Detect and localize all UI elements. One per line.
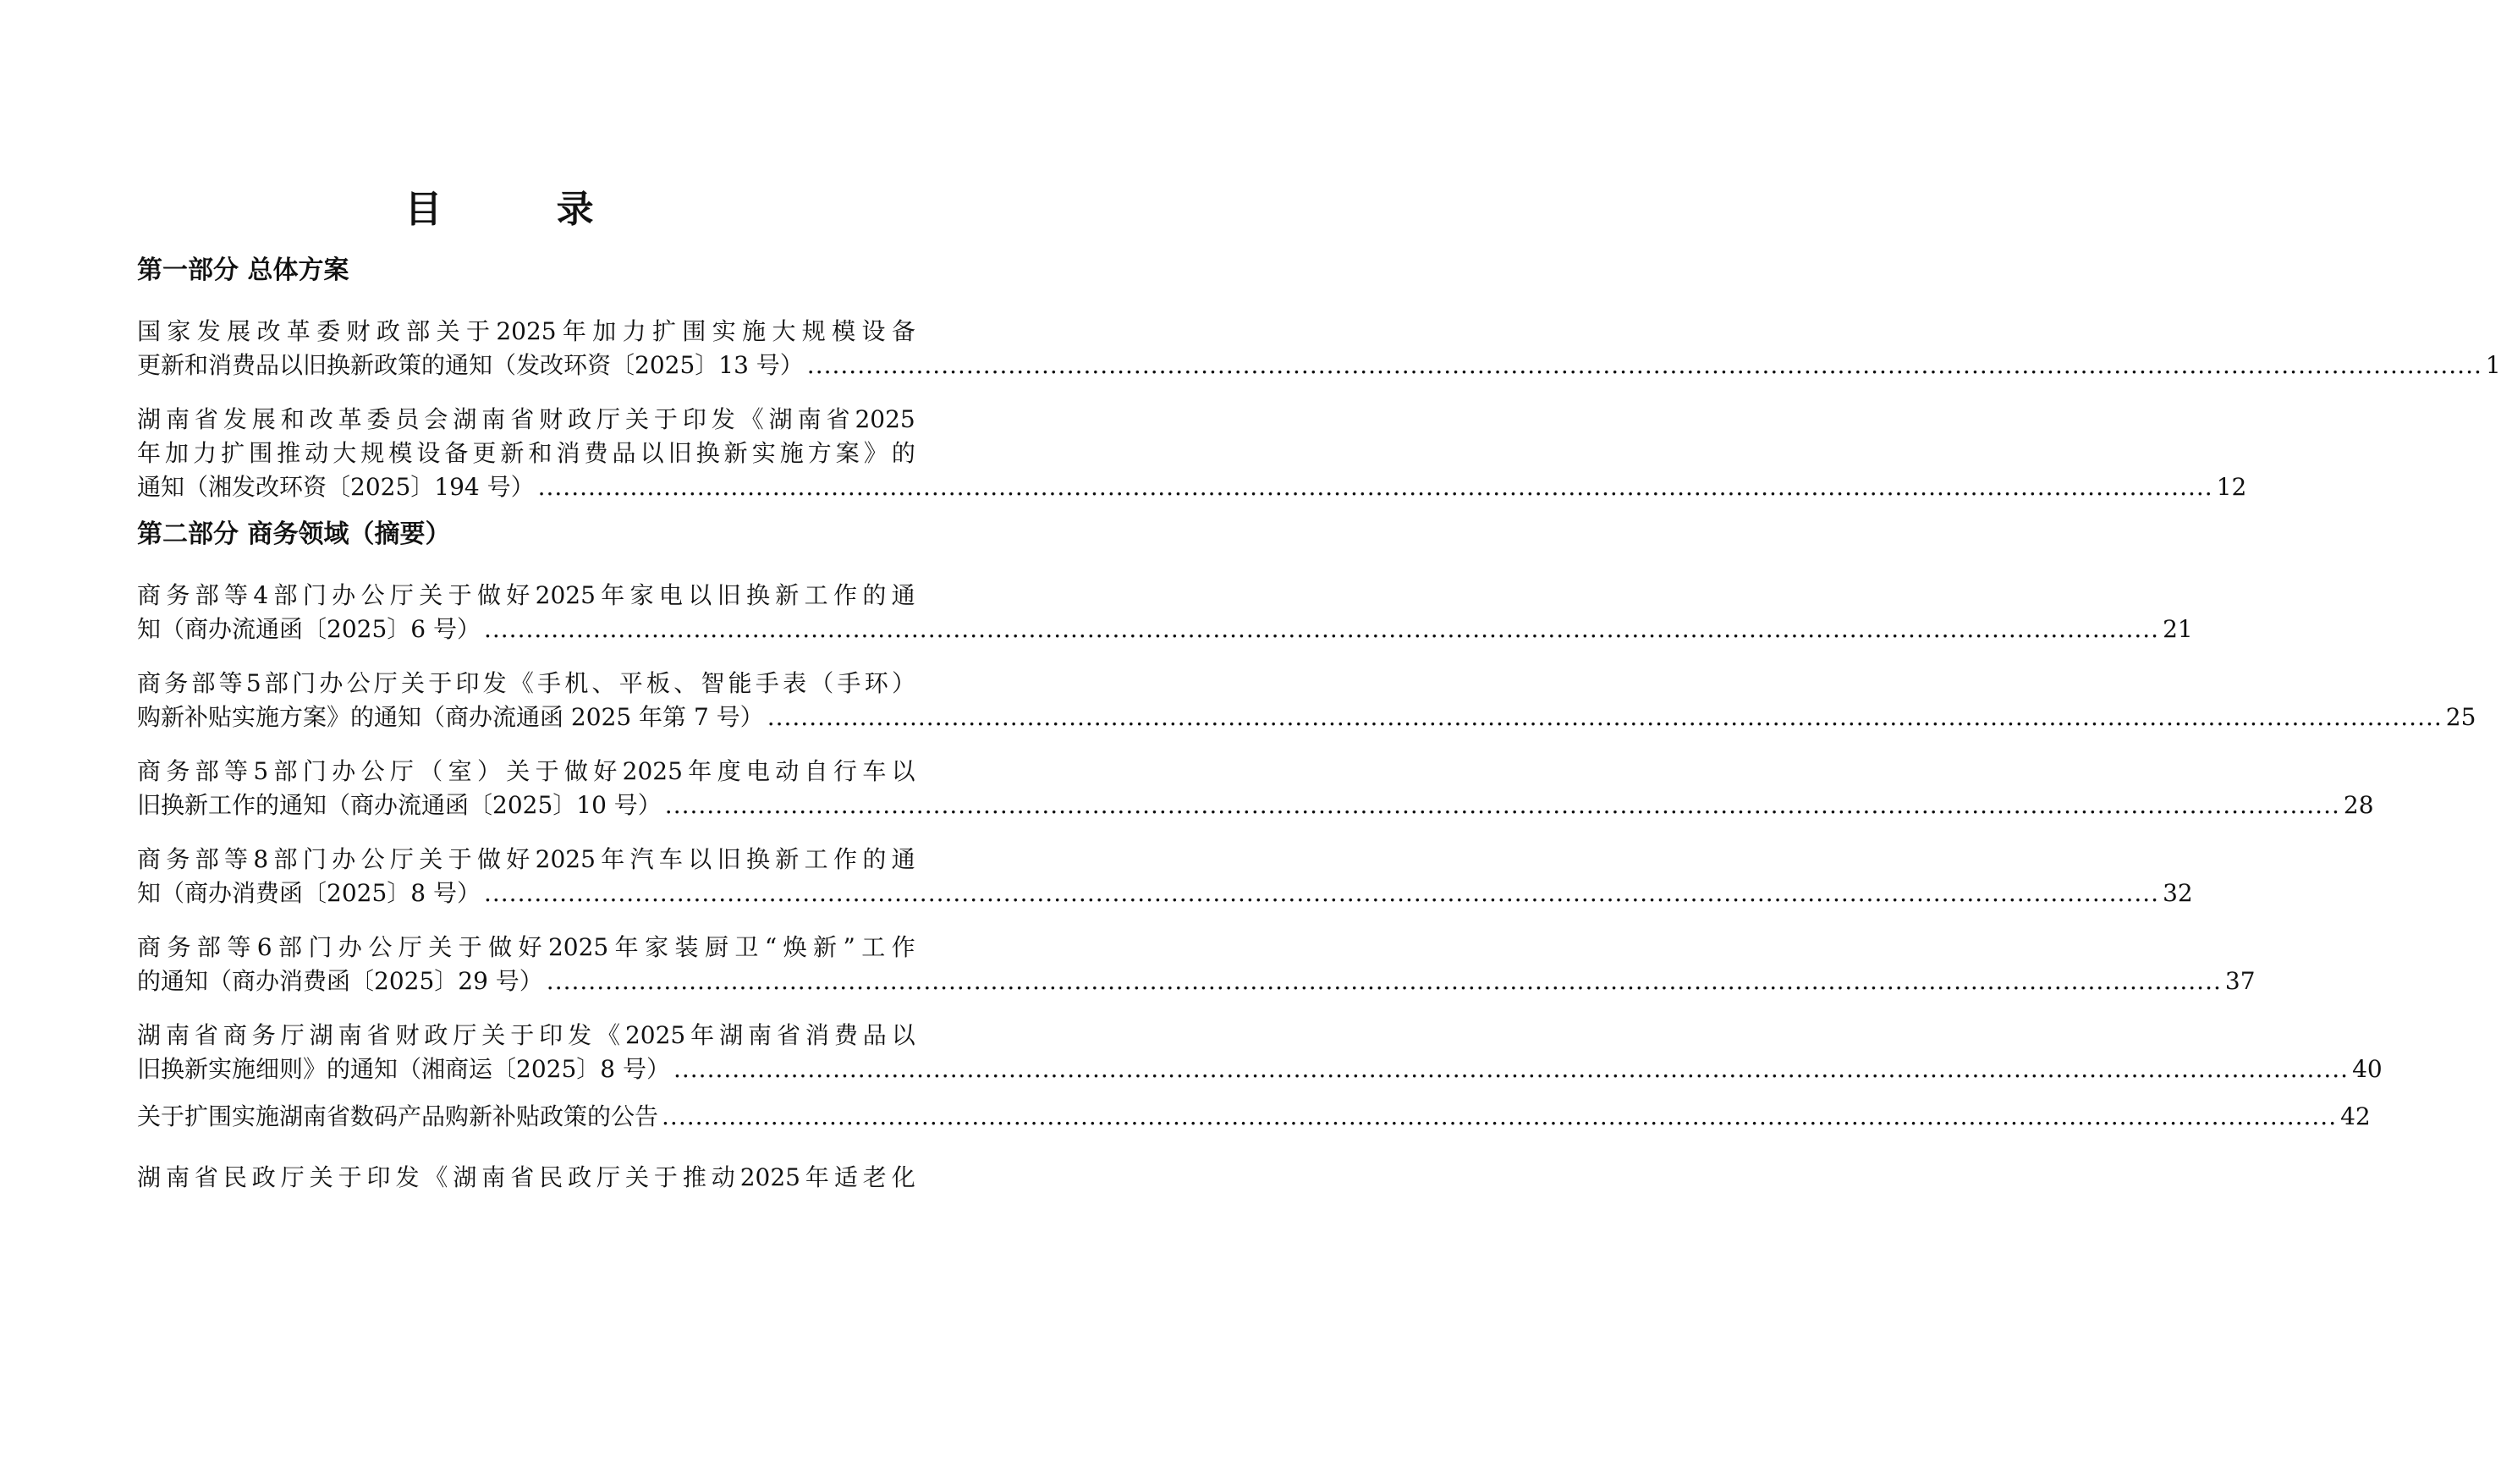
toc-entry-last-line <box>137 470 2247 504</box>
dot-leader: ........................................................................................................................................................................................................ <box>673 1055 2350 1083</box>
dot-leader: ........................................................................................................................................................................................................ <box>806 351 2482 379</box>
toc-entry-title: 知（商办消费函〔2025〕8 号） <box>137 879 481 907</box>
toc-entry-line: 国 家 发 展 改 革 委 财 政 部 关 于 2025 年 加 力 扩 围 实 施 大 规 模 设 备 <box>137 317 915 345</box>
toc-entry-title: 旧换新工作的通知（商办流通函〔2025〕10 号） <box>137 791 662 819</box>
toc-entry-line: 湖 南 省 商 务 厅 湖 南 省 财 政 厅 关 于 印 发 《 2025 年 湖 南 省 消 费 品 以 <box>137 1021 915 1049</box>
toc-entry-line: 商 务 部 等 5 部 门 办 公 厅 关 于 印 发 《 手 机 、 平 板 、 智 能 手 表 （ 手 环 ） <box>137 669 915 697</box>
toc-entry-last-line <box>137 789 2374 822</box>
toc-entry-last-line <box>137 349 2501 382</box>
toc-entry[interactable] <box>137 403 2247 504</box>
toc-entry-last-line <box>137 1100 2371 1134</box>
toc-entry-last-line <box>137 701 2476 734</box>
toc-entry-last-line <box>137 613 2193 646</box>
page-number: 1 <box>2485 351 2501 379</box>
toc-entry-line: 湖 南 省 发 展 和 改 革 委 员 会 湖 南 省 财 政 厅 关 于 印 发 《 湖 南 省 2025 <box>137 405 915 433</box>
section-heading: 第一部分 总体方案 <box>137 256 349 285</box>
page-number: 25 <box>2445 703 2476 731</box>
page-number: 42 <box>2340 1102 2371 1130</box>
page-number: 21 <box>2163 615 2193 643</box>
toc-entry-line: 湖 南 省 民 政 厅 关 于 印 发 《 湖 南 省 民 政 厅 关 于 推 动 2025 年 适 老 化 <box>137 1163 915 1191</box>
toc-entry[interactable] <box>137 315 2501 382</box>
dot-leader: ........................................................................................................................................................................................................ <box>546 967 2222 995</box>
toc-entry-title: 通知（湘发改环资〔2025〕194 号） <box>137 473 535 501</box>
toc-entry-title: 购新补贴实施方案》的通知（商办流通函 2025 年第 7 号） <box>137 703 764 731</box>
toc-entry-title: 更新和消费品以旧换新政策的通知（发改环资〔2025〕13 号） <box>137 351 804 379</box>
toc-entry-line: 商 务 部 等 6 部 门 办 公 厅 关 于 做 好 2025 年 家 装 厨 卫 “ 焕 新 ” 工 作 <box>137 933 915 961</box>
dot-leader: ........................................................................................................................................................................................................ <box>483 879 2160 907</box>
page-number: 37 <box>2224 967 2256 995</box>
toc-entry[interactable] <box>137 1100 2371 1134</box>
toc-entry[interactable] <box>137 843 2193 910</box>
dot-leader: ........................................................................................................................................................................................................ <box>662 1102 2338 1130</box>
toc-entry[interactable] <box>137 579 2193 646</box>
toc-entry[interactable] <box>137 931 2256 998</box>
page-number: 32 <box>2163 879 2193 907</box>
toc-entry-last-line <box>137 965 2256 998</box>
page-number: 12 <box>2216 473 2247 501</box>
page-number: 28 <box>2343 791 2374 819</box>
toc-entry[interactable] <box>137 1161 915 1195</box>
toc-entry-line: 商 务 部 等 4 部 门 办 公 厅 关 于 做 好 2025 年 家 电 以 旧 换 新 工 作 的 通 <box>137 581 915 609</box>
toc-entry[interactable] <box>137 755 2374 822</box>
toc-entry-last-line <box>137 877 2193 910</box>
toc-entry-title: 旧换新实施细则》的通知（湘商运〔2025〕8 号） <box>137 1055 670 1083</box>
page-number: 40 <box>2352 1055 2383 1083</box>
toc-entry[interactable] <box>137 1019 2383 1086</box>
toc-entry-title: 的通知（商办消费函〔2025〕29 号） <box>137 967 543 995</box>
dot-leader: ........................................................................................................................................................................................................ <box>483 615 2160 643</box>
toc-entry-last-line <box>137 1053 2383 1086</box>
toc-entry-line: 商 务 部 等 8 部 门 办 公 厅 关 于 做 好 2025 年 汽 车 以 旧 换 新 工 作 的 通 <box>137 845 915 873</box>
section-heading: 第二部分 商务领域（摘要） <box>137 519 451 549</box>
toc-entry-line: 商 务 部 等 5 部 门 办 公 厅 （ 室 ） 关 于 做 好 2025 年 度 电 动 自 行 车 以 <box>137 757 915 785</box>
page-title: 目 录 <box>404 188 645 231</box>
toc-entry-title: 知（商办流通函〔2025〕6 号） <box>137 615 481 643</box>
dot-leader: ........................................................................................................................................................................................................ <box>537 473 2213 501</box>
toc-entry-title: 关于扩围实施湖南省数码产品购新补贴政策的公告 <box>137 1102 659 1130</box>
toc-entry[interactable] <box>137 667 2476 734</box>
dot-leader: ........................................................................................................................................................................................................ <box>664 791 2340 819</box>
toc-entry-line: 年 加 力 扩 围 推 动 大 规 模 设 备 更 新 和 消 费 品 以 旧 换 新 实 施 方 案 》 的 <box>137 439 915 467</box>
dot-leader: ........................................................................................................................................................................................................ <box>767 703 2443 731</box>
